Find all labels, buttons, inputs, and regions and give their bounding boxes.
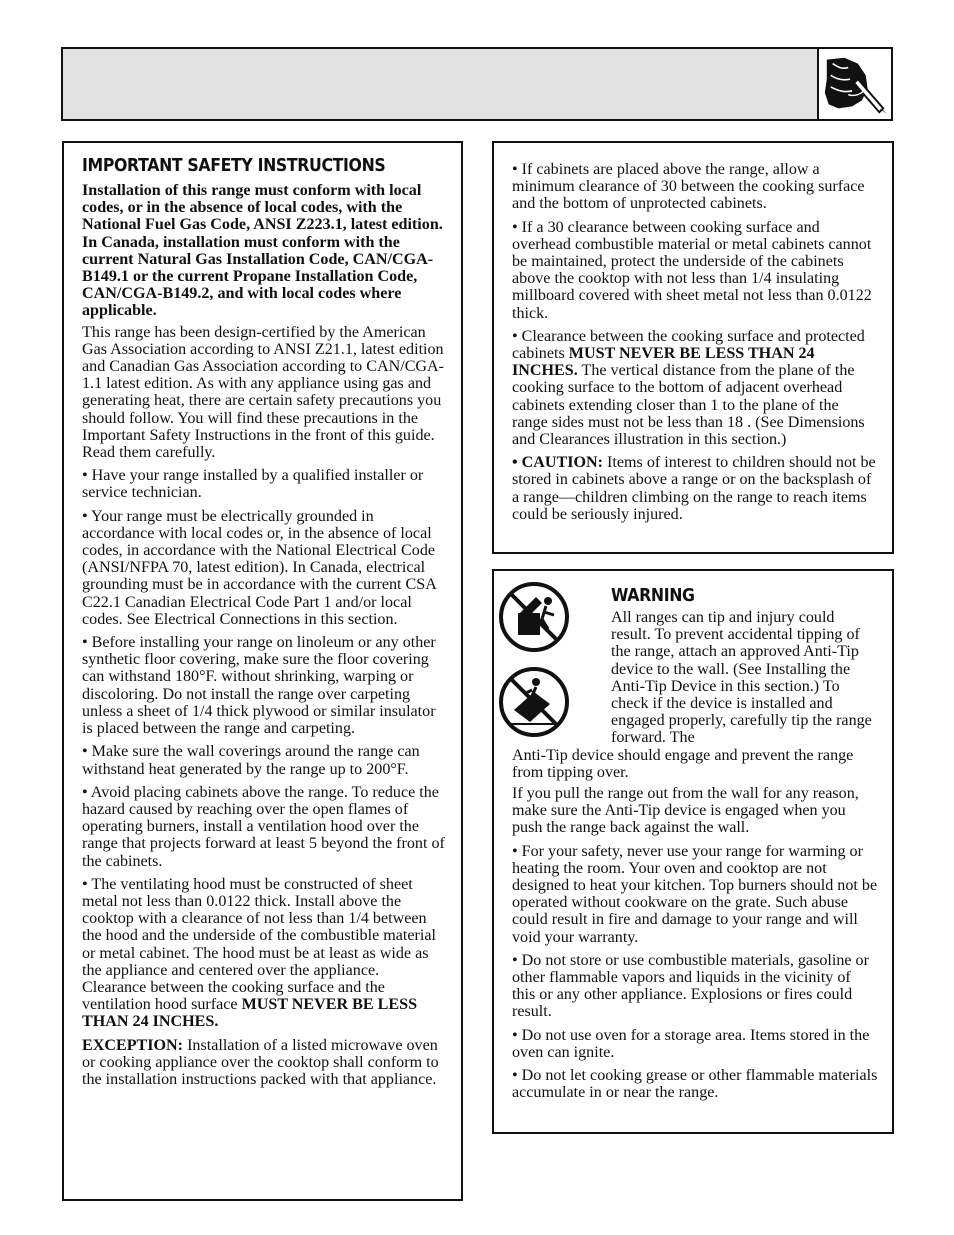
safety-instructions-panel bbox=[62, 141, 463, 1201]
bullet-protected-cabinets bbox=[512, 328, 878, 448]
caution-text: Items of interest to children should not be stored in cabinets above a range or on the backsplash of a range—children climbing on the range to reach items could be seriously injured. bbox=[512, 454, 876, 523]
exception-label: EXCEPTION: bbox=[82, 1036, 184, 1054]
caution-label: • CAUTION: bbox=[512, 454, 604, 472]
bullet-qualified-installer: • Have your range installed by a qualified installer or service technician. bbox=[82, 467, 424, 502]
ventilating-hood-clearance: MUST NEVER BE LESS THAN 24 INCHES. bbox=[82, 996, 418, 1031]
installation-requirements: Installation of this range must conform with local codes, or in the absence of local codes, with the National Fuel Gas Code, ANSI Z223.1, latest edition. In Canada, installation must conform with the current Natural Gas Installation Code, CAN/CGA-B149.1 or the current Propane Installation Code, CAN/CGA-B149.2, and with local codes where applicable. bbox=[82, 182, 443, 320]
cabinet-clearance-panel bbox=[492, 141, 894, 554]
no-climbing-on-door-icon bbox=[496, 579, 572, 655]
writing-hand-icon bbox=[817, 49, 891, 119]
bullet-electrical-grounding: • Your range must be electrically grounded in accordance with local codes or, in the absence of local codes, in accordance with the National Electrical Code (ANSI/NFPA 70, latest edition). In Canada, electrical grounding must be in accordance with the current CSA C22.1 Canadian Electrical Code Part 1 and/or local codes. See Electrical Connections in this section. bbox=[82, 507, 436, 628]
protected-cabinets-text: • Clearance between the cooking surface and protected cabinets bbox=[512, 327, 865, 363]
warning-panel bbox=[492, 569, 894, 1134]
anti-tip-paragraph: If you pull the range out from the wall for any reason, make sure the Anti-Tip device is engaged when you push the range back against the wall. bbox=[512, 785, 859, 837]
bullet-grease: • Do not let cooking grease or other flammable materials accumulate in or near the range. bbox=[512, 1067, 878, 1102]
bullet-ventilating-hood bbox=[82, 876, 447, 1031]
exception-text: Installation of a listed microwave oven or cooking appliance over the cooktop shall conform to the installation instructions packed with that appliance. bbox=[82, 1036, 439, 1088]
bullet-wall-coverings: • Make sure the wall coverings around the range can withstand heat generated by the range up to 200°F. bbox=[82, 743, 420, 778]
warning-title: WARNING bbox=[611, 586, 695, 606]
protected-cabinets-clearance: MUST NEVER BE LESS THAN 24 INCHES. bbox=[512, 345, 815, 380]
bullet-no-heating: • For your safety, never use your range for warming or heating the room. Your oven and cooktop are not designed to heat your kitchen. Top burners should not be operated without cookware on the grate. Such abuse could result in fire and damage to your range and will void your warranty. bbox=[512, 842, 878, 946]
ventilating-hood-text: • The ventilating hood must be constructed of sheet metal not less than 0.0122 thick. Install above the cooktop with a clearance of not less than 1/4 between the hood and the underside of the combustible material or metal cabinet. The hood must be at least as wide as the appliance and centered over the appliance. Clearance between the cooking surface and the ventilation hood surface bbox=[82, 875, 436, 1014]
page-header-bar bbox=[61, 47, 893, 121]
section-title: IMPORTANT SAFETY INSTRUCTIONS bbox=[82, 156, 386, 176]
bullet-combustible-materials: • Do not store or use combustible materials, gasoline or other flammable vapors and liquids in the vicinity of this or any other appliance. Explosions or fires could result. bbox=[512, 951, 869, 1021]
protected-cabinets-detail: The vertical distance from the plane of the cooking surface to the bottom of adjacent overhead cabinets extending closer than 1 to the plane of the range sides must not be less than 18 . (See Dimensions and Clearances illustration in this section.) bbox=[512, 362, 865, 449]
warning-continued: Anti-Tip device should engage and prevent the range from tipping over. bbox=[512, 746, 854, 781]
warning-text: All ranges can tip and injury could result. To prevent accidental tipping of the range, attach an approved Anti-Tip device to the wall. (See Installing the Anti-Tip Device in this section.) To check if the device is installed and engaged properly, carefully tip the range forward. The bbox=[611, 609, 872, 747]
bullet-avoid-cabinets: • Avoid placing cabinets above the range. To reduce the hazard caused by reaching over the open flames of operating burners, install a ventilation hood over the range that projects forward at least 5 beyond the front of the cabinets. bbox=[82, 783, 445, 870]
certification-paragraph: This range has been design-certified by the American Gas Association according to ANSI Z21.1, latest edition and Canadian Gas Association according to CAN/CGA-1.1 latest edition. As with any appliance using gas and generating heat, there are certain safety precautions you should follow. You will find these precautions in the Important Safety Instructions in the front of this guide. Read them carefully. bbox=[82, 323, 445, 462]
exception-paragraph bbox=[82, 1037, 447, 1089]
no-range-tipping-icon bbox=[496, 664, 572, 740]
bullet-protect-cabinets: • If a 30 clearance between cooking surface and overhead combustible material or metal cabinets cannot be maintained, protect the underside of the cabinets above the cooktop with not less than 1/4 insulating millboard covered with sheet metal not less than 0.0122 thick. bbox=[512, 218, 872, 322]
bullet-caution bbox=[512, 454, 878, 523]
bullet-floor-covering: • Before installing your range on linoleum or any other synthetic floor covering, make sure the floor covering can withstand 180°F. without shrinking, warping or discoloring. Do not install the range over carpeting unless a sheet of 1/4 thick plywood or similar insulator is placed between the range and carpeting. bbox=[82, 634, 436, 738]
bullet-cabinet-clearance: • If cabinets are placed above the range, allow a minimum clearance of 30 between the cooking surface and the bottom of unprotected cabinets. bbox=[512, 161, 865, 213]
bullet-oven-storage: • Do not use oven for a storage area. Items stored in the oven can ignite. bbox=[512, 1026, 870, 1061]
